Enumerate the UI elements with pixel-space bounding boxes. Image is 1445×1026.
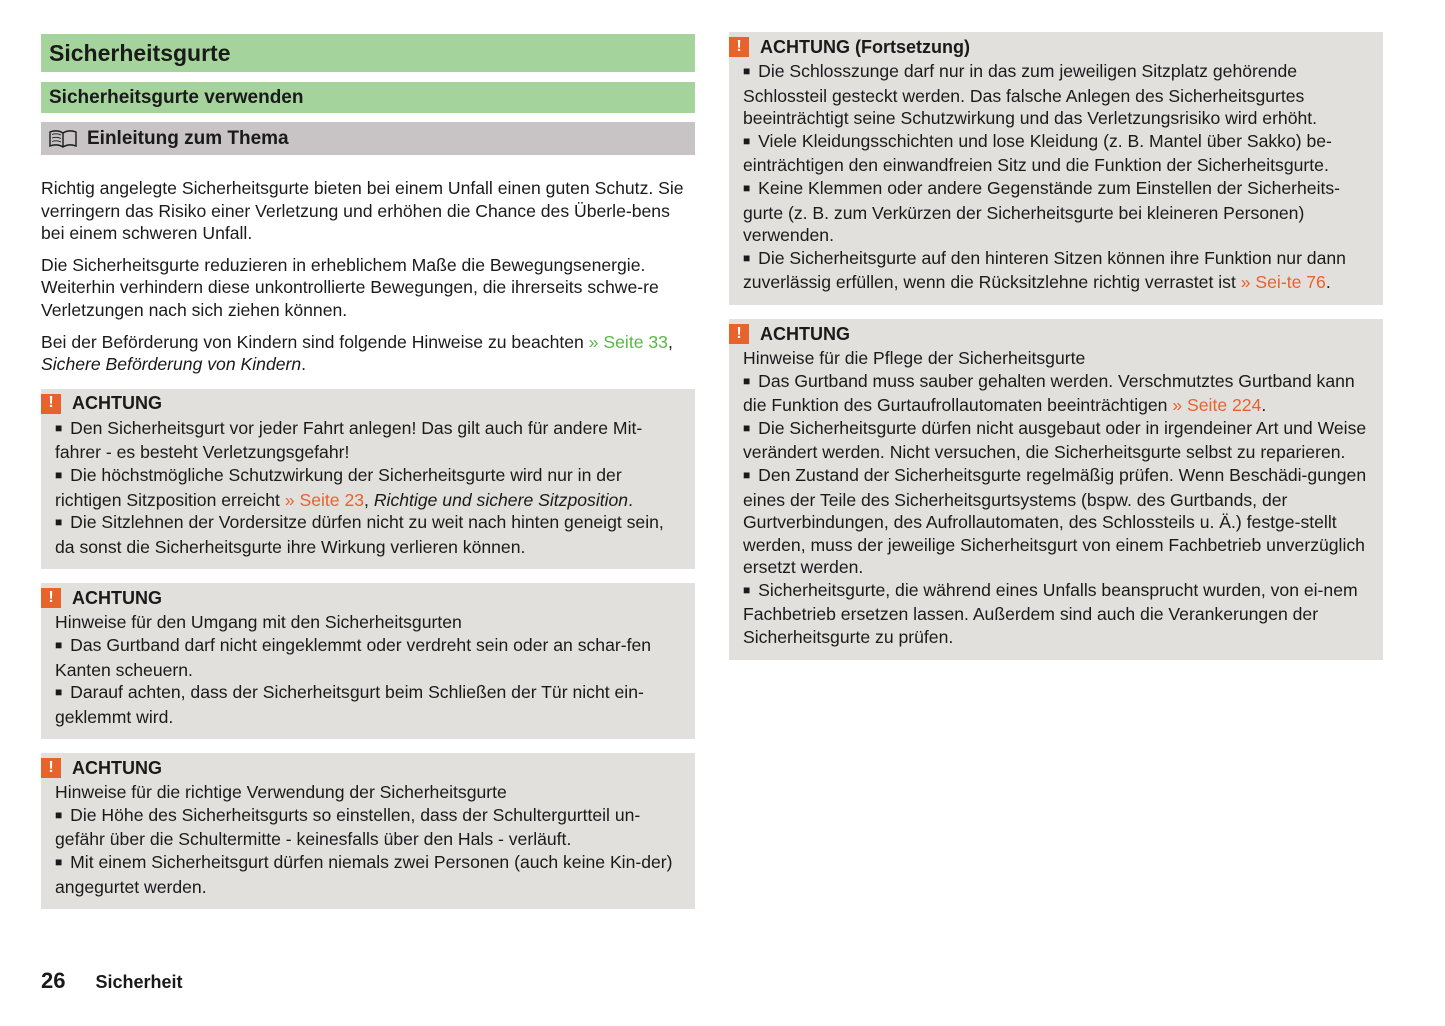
warning-header — [41, 392, 681, 416]
warning-item: ■ Sicherheitsgurte, die während eines Unfalls beansprucht wurden, von ei-nem Fachbetrieb ersetzen lassen. Außerdem sind auch die Verankerungen der Sicherheitsgurte zu prüfen. — [743, 579, 1358, 648]
page-23-link[interactable]: » Seite 23 — [284, 489, 365, 510]
warning-title: ACHTUNG — [72, 393, 162, 414]
page-footer — [41, 968, 183, 994]
right-column — [729, 32, 1383, 674]
section-heading: Sicherheitsgurte — [41, 34, 695, 72]
warning-header — [41, 586, 681, 610]
intro-heading — [41, 122, 695, 155]
warning-item: ■ Darauf achten, dass der Sicherheitsgurt beim Schließen der Tür nicht ein-geklemmt wird. — [55, 682, 644, 727]
warning-item: ■ Den Sicherheitsgurt vor jeder Fahrt anlegen! Das gilt auch für andere Mit-fahrer - es besteht Verletzungsgefahr! — [55, 417, 643, 463]
warning-item: ■ Viele Kleidungsschichten und lose Kleidung (z. B. Mantel über Sakko) be-einträchtigen den einwandfreien Sitz und die Funktion der Sicherheitsgurte. — [743, 130, 1332, 176]
warning-header — [729, 322, 1369, 346]
warning-item: ■ Die Sicherheitsgurte auf den hinteren Sitzen können ihre Funktion nur dann zuverlässig erfüllen, wenn die Rücksitzlehne richtig verrastet ist » Sei-te 76. — [743, 247, 1346, 293]
warning-title: ACHTUNG — [72, 588, 162, 609]
warning-box-1 — [41, 389, 695, 570]
warning-icon: ! — [41, 394, 61, 414]
warning-box-5 — [729, 319, 1383, 660]
warning-title: ACHTUNG (Fortsetzung) — [760, 36, 970, 57]
warning-intro: Hinweise für die richtige Verwendung der Sicherheitsgurte — [55, 782, 507, 803]
warning-intro: Hinweise für die Pflege der Sicherheitsgurte — [743, 347, 1086, 368]
left-column — [41, 34, 695, 923]
warning-box-3 — [41, 753, 695, 909]
subsection-heading: Sicherheitsgurte verwenden — [41, 82, 695, 113]
warning-box-2 — [41, 583, 695, 739]
warning-header — [41, 756, 681, 780]
page-224-link[interactable]: » Seite 224 — [1172, 395, 1262, 416]
warning-box-continued — [729, 32, 1383, 305]
page-33-link[interactable]: » Seite 33 — [588, 331, 668, 352]
warning-icon: ! — [729, 37, 749, 57]
warning-title: ACHTUNG — [72, 757, 162, 778]
chapter-title: Sicherheit — [95, 972, 183, 992]
warning-item: ■ Die Höhe des Sicherheitsgurts so einstellen, dass der Schultergurtteil un-gefähr über die Schultermitte - keinesfalls über den Hals - verläuft. — [55, 804, 641, 850]
warning-icon: ! — [41, 588, 61, 608]
warning-item: ■ Mit einem Sicherheitsgurt dürfen niemals zwei Personen (auch keine Kin-der) angegurtet werden. — [55, 852, 673, 897]
warning-item: ■ Die Sicherheitsgurte dürfen nicht ausgebaut oder in irgendeiner Art und Weise verändert werden. Nicht versuchen, die Sicherheitsgurte selbst zu reparieren. — [743, 417, 1367, 463]
warning-title: ACHTUNG — [760, 323, 850, 344]
warning-item: ■ Das Gurtband muss sauber gehalten werden. Verschmutztes Gurtband kann die Funktion des Gurtaufrollautomaten beeinträchtigen » Seite 224. — [743, 370, 1355, 416]
intro-paragraph-2: Die Sicherheitsgurte reduzieren in erheblichem Maße die Bewegungsenergie. Weiterhin verhindern diese unkontrollierte Bewegungen, die ihrerseits schwe-re Verletzungen nach sich ziehen können. — [41, 254, 659, 320]
warning-item: ■ Keine Klemmen oder andere Gegenstände zum Einstellen der Sicherheits-gurte (z. B. zum Verkürzen der Sicherheitsgurte bei kleineren Personen) verwenden. — [743, 177, 1341, 246]
warning-intro: Hinweise für den Umgang mit den Sicherheitsgurten — [55, 612, 462, 633]
warning-header — [729, 35, 1369, 59]
warning-icon: ! — [729, 324, 749, 344]
intro-paragraph-1: Richtig angelegte Sicherheitsgurte bieten bei einem Unfall einen guten Schutz. Sie verringern das Risiko einer Verletzung und erhöhen die Chance des Überle-bens bei einem schweren Unfall. — [41, 178, 684, 244]
intro-paragraph-3: Bei der Beförderung von Kindern sind folgende Hinweise zu beachten » Seite 33, Sichere Beförderung von Kindern. — [41, 331, 673, 375]
warning-item: ■ Die Schlosszunge darf nur in das zum jeweiligen Sitzplatz gehörende Schlossteil gesteckt werden. Das falsche Anlegen des Sicherheitsgurtes beeinträchtigt seine Schutzwirkung und das Verletzungsrisiko wird erhöht. — [743, 61, 1318, 129]
warning-item: ■ Den Zustand der Sicherheitsgurte regelmäßig prüfen. Wenn Beschädi-gungen eines der Teile des Sicherheitsgurtsystems (bspw. des Gurtbands, der Gurtverbindungen, des Aufrollautomaten, des Schlossteils u. Ä.) festge-stellt werden, muss der jeweilige Sicherheitsgurt von einem Fachbetrieb unverzüglich ersetzt werden. — [743, 464, 1367, 578]
page-76-link[interactable]: » Sei-te 76 — [1240, 272, 1326, 293]
intro-heading-label: Einleitung zum Thema — [87, 128, 289, 149]
warning-item: ■ Die Sitzlehnen der Vordersitze dürfen nicht zu weit nach hinten geneigt sein, da sonst die Sicherheitsgurte ihre Wirkung verlieren können. — [55, 512, 664, 557]
warning-icon: ! — [41, 758, 61, 778]
book-icon — [49, 130, 77, 148]
warning-item: ■ Die höchstmögliche Schutzwirkung der Sicherheitsgurte wird nur in der richtigen Sitzposition erreicht » Seite 23, Richtige und sichere Sitzposition. — [55, 464, 633, 510]
page-number: 26 — [41, 968, 66, 993]
warning-item: ■ Das Gurtband darf nicht eingeklemmt oder verdreht sein oder an schar-fen Kanten scheuern. — [55, 634, 652, 680]
